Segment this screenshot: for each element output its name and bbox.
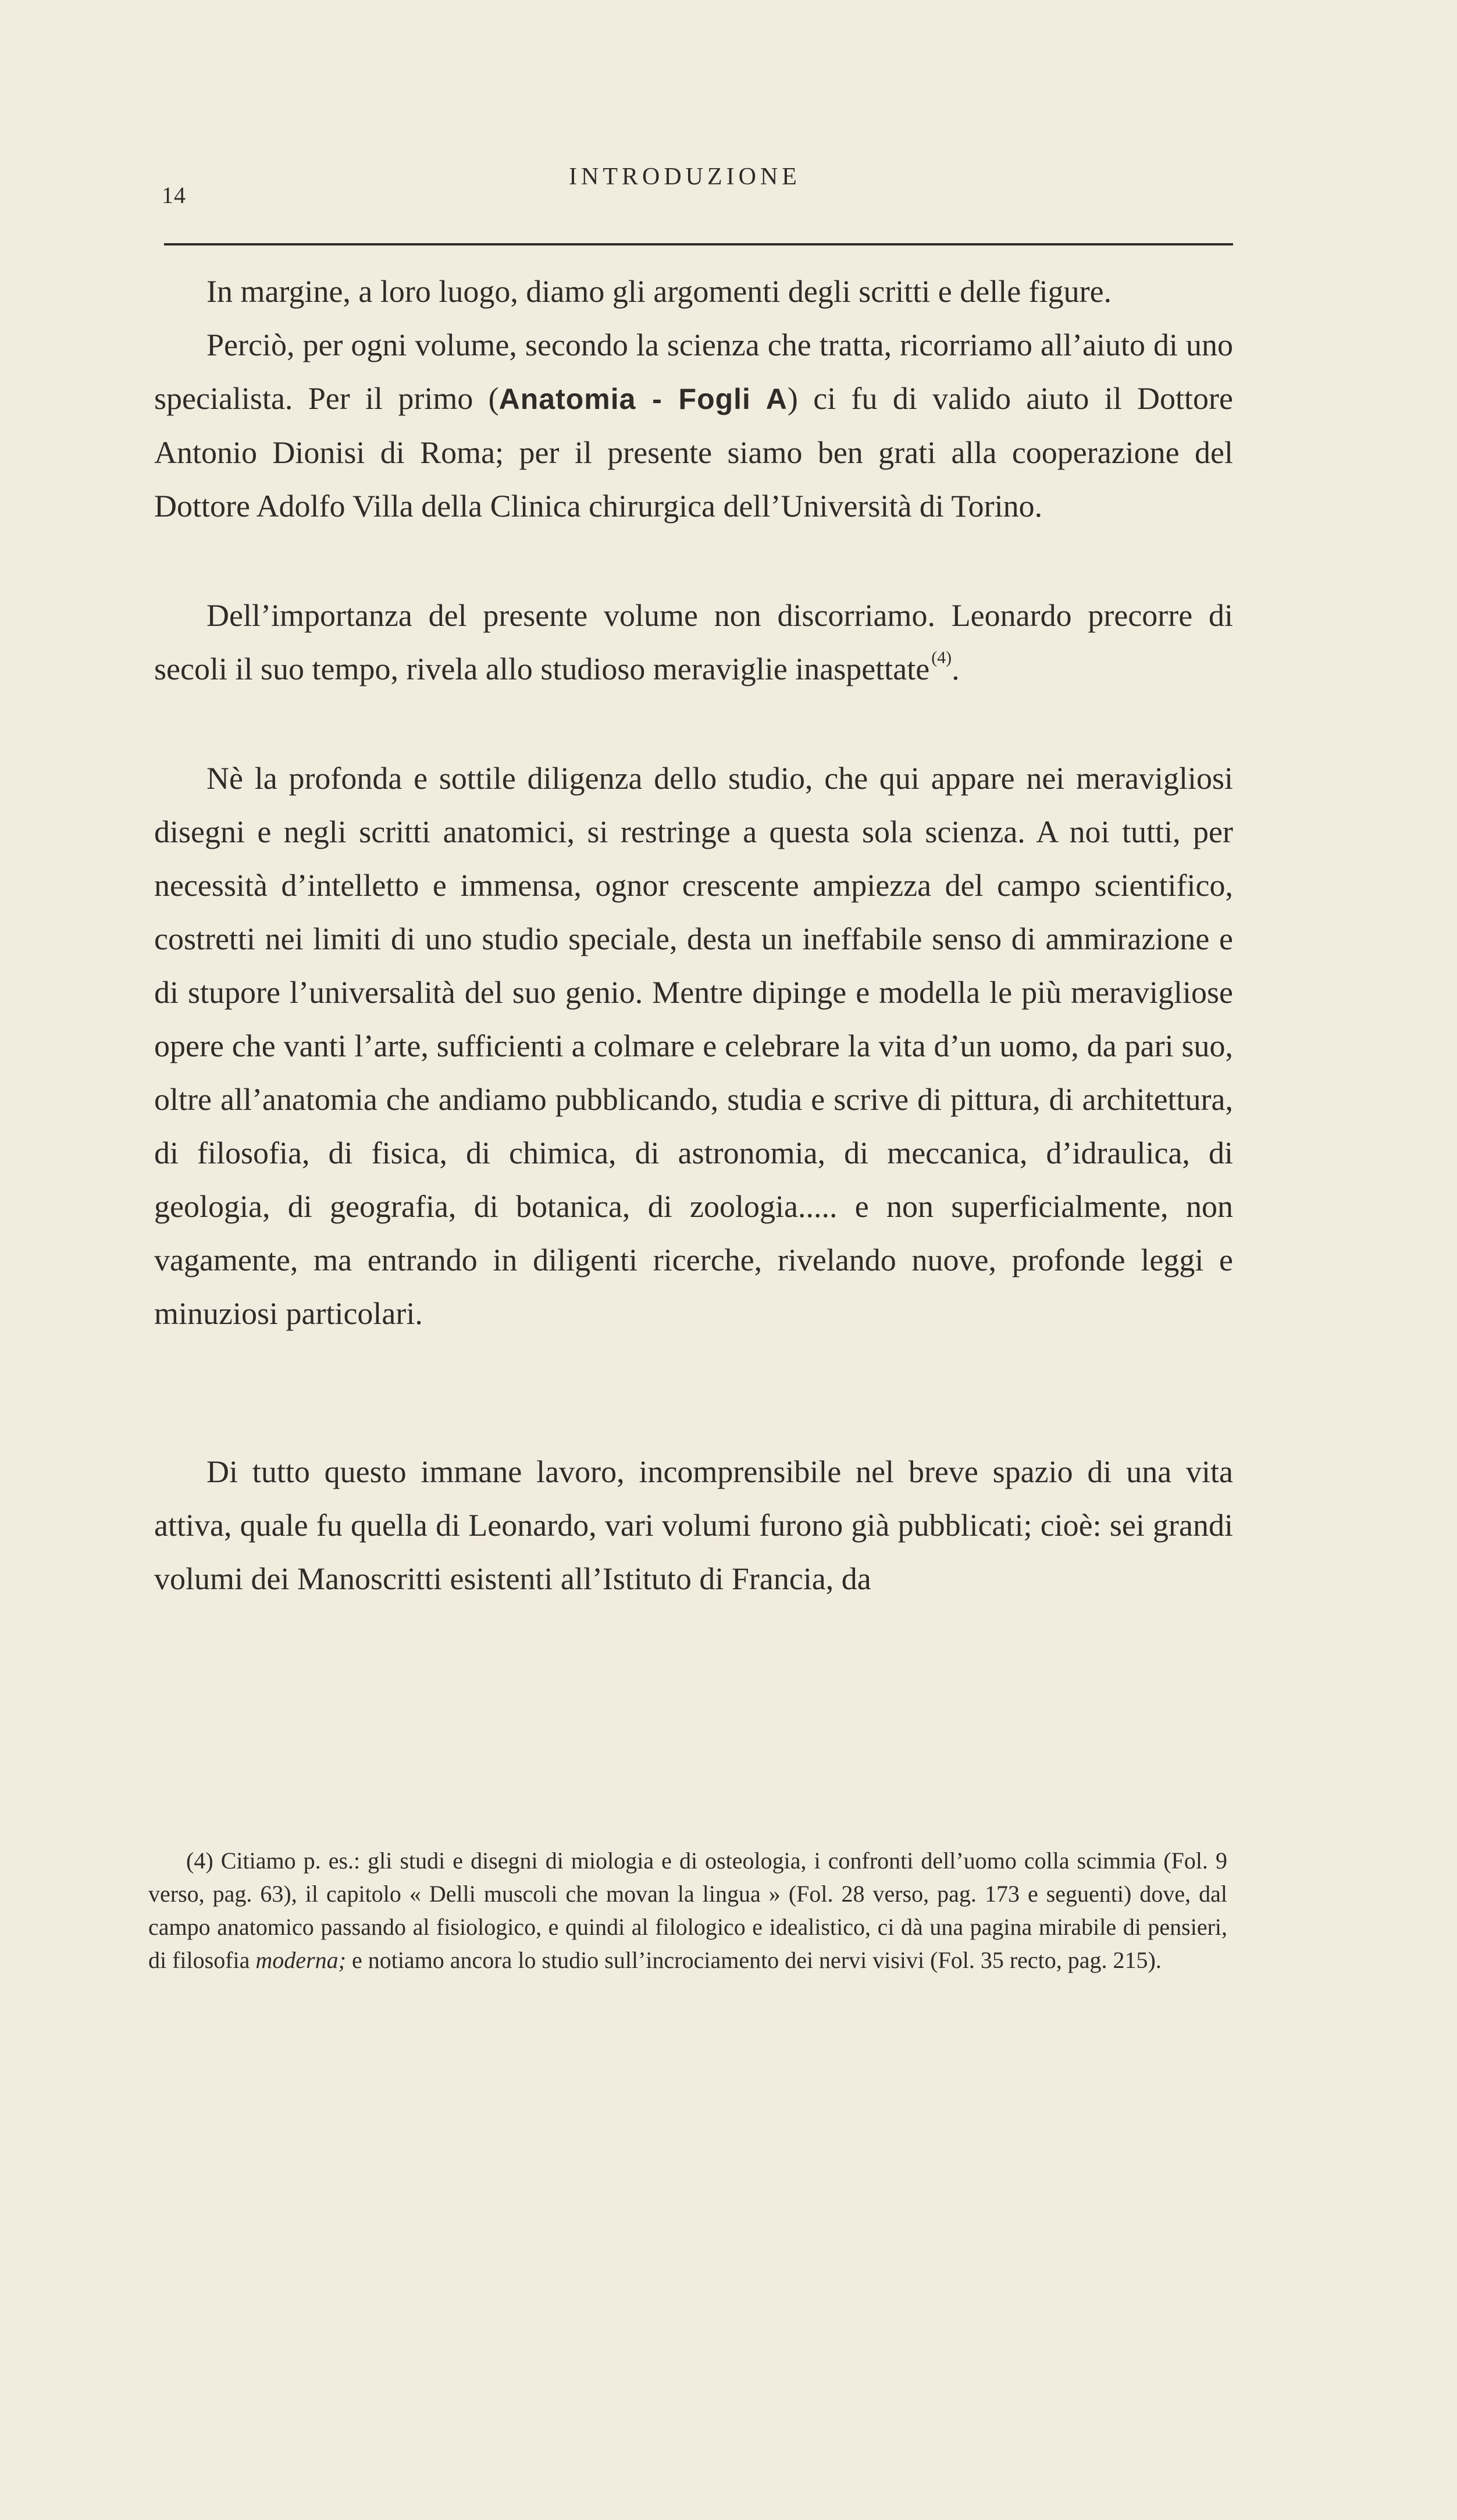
footnote-italic-text: moderna;	[255, 1947, 346, 1973]
paragraph-text: In margine, a loro luogo, diamo gli argomenti degli scritti e delle figure.	[206, 274, 1112, 309]
paragraph-specialists	[154, 318, 1233, 533]
header-rule	[164, 243, 1233, 245]
footnote	[148, 1844, 1227, 1977]
paragraph-text: Nè la profonda e sottile diligenza dello studio, che qui appare nei meravigliosi disegni e negli scritti anatomici, si restringe a questa sola scienza. A noi tutti, per necessità d’intelletto e immensa, ognor crescente ampiezza del campo scientifico, costretti nei limiti di uno studio speciale, desta un ineffabile senso di ammirazione e di stupore l’universalità del suo genio. Mentre dipinge e modella le più meravigliose opere che vanti l’arte, sufficienti a colmare e celebrare la vita d’un uomo, da pari suo, oltre all’anatomia che andiamo pubblicando, studia e scrive di pittura, di architettura, di filosofia, di fisica, di chimica, di astronomia, di meccanica, d’idraulica, di geologia, di geografia, di botanica, di zoologia..... e non superficialmente, non vagamente, ma entrando in diligenti ricerche, rivelando nuove, profonde leggi e minuziosi particolari.	[154, 761, 1233, 1331]
paragraph-text: Perciò, per ogni volume, secondo la scienza che tratta, ricorriamo all’aiuto di uno specialista. Per il primo (	[154, 328, 1233, 416]
paragraph-gap	[154, 1340, 1233, 1445]
running-title: INTRODUZIONE	[569, 163, 801, 190]
paragraph-importance	[154, 589, 1233, 696]
footnote-text-continued: e notiamo ancora lo studio sull’incrociamento dei nervi visivi (Fol. 35 recto, pag. 215).	[351, 1947, 1162, 1973]
footnote-text: (4) Citiamo p. es.: gli studi e disegni di miologia e di osteologia, i confronti dell’uomo colla scimmia (Fol. 9 verso, pag. 63), il capitolo « Delli muscoli che movan la lingua » (Fol. 28 verso, pag. 173 e seguenti) dove, dal campo anatomico passando al fisiologico, e quindi al filologico e idealistico, ci dà una pagina mirabile di pensieri, di filosofia	[148, 1848, 1227, 1973]
footnote-reference: (4)	[931, 648, 952, 667]
volume-title: Anatomia - Fogli A	[498, 383, 788, 415]
paragraph-gap	[154, 696, 1233, 752]
paragraph-end-punctuation: .	[952, 652, 960, 686]
page-number: 14	[162, 182, 186, 208]
paragraph-text: ) ci fu di valido aiuto il Dottore Antonio Dionisi di Roma; per il presente siamo ben grati alla cooperazione del Dottore Adolfo Villa della Clinica chirurgica dell’Università di Torino.	[154, 381, 1234, 524]
paragraph-text: Dell’importanza del presente volume non discorriamo. Leonardo precorre di secoli il suo tempo, rivela allo studioso meraviglie inaspettate	[154, 598, 1233, 686]
paragraph-universality	[154, 752, 1233, 1340]
paragraph-text: Di tutto questo immane lavoro, incomprensibile nel breve spazio di una vita attiva, quale fu quella di Leonardo, vari volumi furono già pubblicati; cioè: sei grandi volumi dei Manoscritti esistenti all’Istituto di Francia, da	[154, 1454, 1233, 1596]
paragraph-published-volumes	[154, 1445, 1233, 1606]
main-text	[154, 265, 1233, 1606]
page-header	[162, 157, 1232, 209]
paragraph-margin-notes	[154, 265, 1233, 318]
paragraph-gap	[154, 533, 1233, 589]
